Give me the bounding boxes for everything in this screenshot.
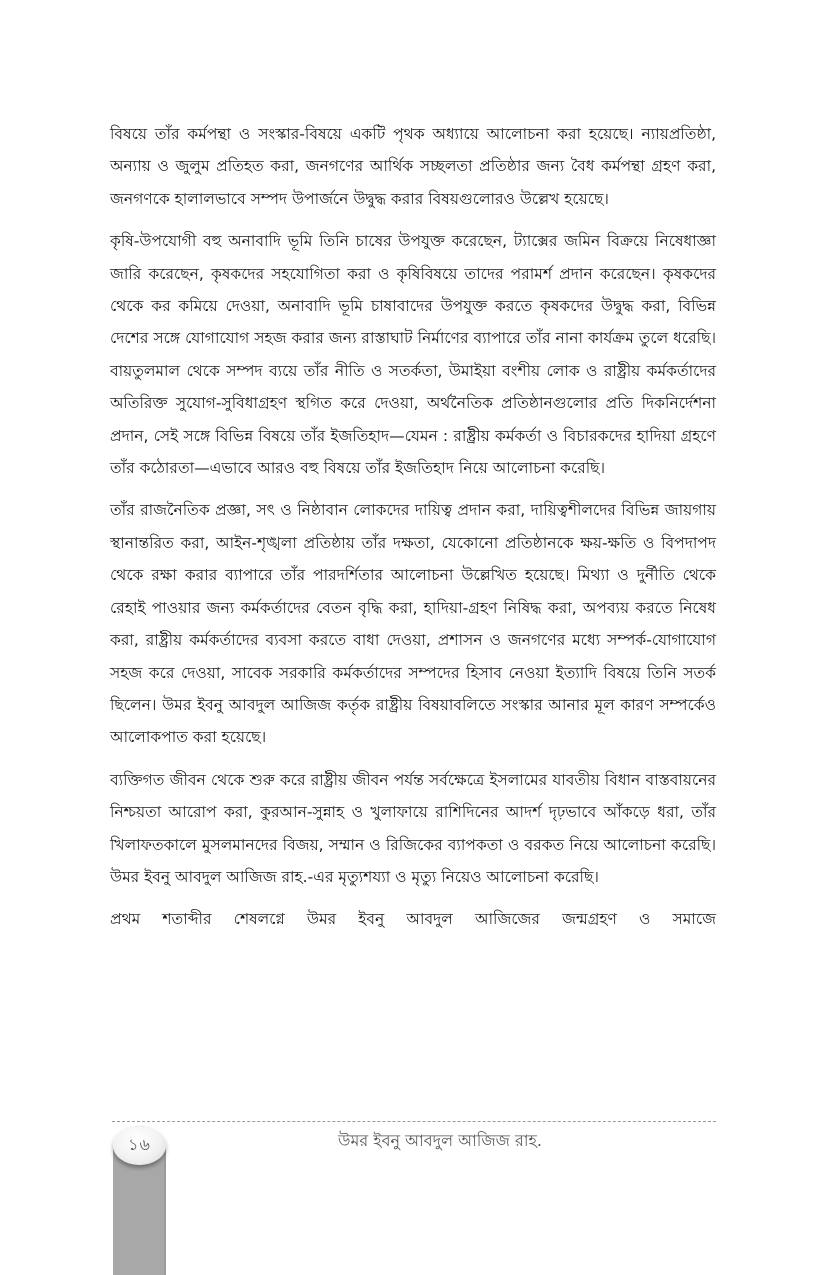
paragraph: ব্যক্তিগত জীবন থেকে শুরু করে রাষ্ট্রীয় জীবন পর্যন্ত সর্বক্ষেত্রে ইসলামের যাবতীয় বিধান বাস্তবায়নের নিশ্চয়তা আরোপ করা, কুরআন-সুন্নাহ ও খুলাফায়ে রাশিদিনের আদর্শ দৃঢ়ভাবে আঁকড়ে ধরা, তাঁর খিলাফতকালে মুসলমানদের বিজয়, সম্মান ও রিজিকের ব্যাপকতা ও বরকত নিয়ে আলোচনা করেছি। উমর ইবনু আবদুল আজিজ রাহ.-এর মৃত্যুশয্যা ও মৃত্যু নিয়েও আলোচনা করেছি।	[110, 770, 716, 886]
page-number-badge	[113, 1126, 166, 1165]
paragraph: বিষয়ে তাঁর কর্মপন্থা ও সংস্কার-বিষয়ে একটি পৃথক অধ্যায়ে আলোচনা করা হয়েছে। ন্যায়প্রতিষ্ঠা, অন্যায় ও জুলুম প্রতিহত করা, জনগণের আর্থিক সচ্ছলতা প্রতিষ্ঠার জন্য বৈধ কর্মপন্থা গ্রহণ করা, জনগণকে হালালভাবে সম্পদ উপার্জনে উদ্বুদ্ধ করার বিষয়গুলোরও উল্লেখ হয়েছে।	[110, 125, 716, 208]
running-title: উমর ইবনু আবদুল আজিজ রাহ.	[338, 1131, 542, 1150]
paragraph: প্রথম শতাব্দীর শেষলগ্নে উমর ইবনু আবদুল আজিজের জন্মগ্রহণ ও সমাজে	[110, 910, 716, 929]
footer-divider	[112, 1121, 716, 1122]
paragraph: তাঁর রাজনৈতিক প্রজ্ঞা, সৎ ও নিষ্ঠাবান লোকদের দায়িত্ব প্রদান করা, দায়িত্বশীলদের বিভিন্ন জায়গায় স্থানান্তরিত করা, আইন-শৃঙ্খলা প্রতিষ্ঠায় তাঁর দক্ষতা, যেকোনো প্রতিষ্ঠানকে ক্ষয়-ক্ষতি ও বিপদাপদ থেকে রক্ষা করার ব্যাপারে তাঁর পারদর্শিতার আলোচনা উল্লেখিত হয়েছে। মিথ্যা ও দুর্নীতি থেকে রেহাই পাওয়ার জন্য কর্মকর্তাদের বেতন বৃদ্ধি করা, হাদিয়া-গ্রহণ নিষিদ্ধ করা, অপব্যয় করতে নিষেধ করা, রাষ্ট্রীয় কর্মকর্তাদের ব্যবসা করতে বাধা দেওয়া, প্রশাসন ও জনগণের মধ্যে সম্পর্ক-যোগাযোগ সহজ করে দেওয়া, সাবেক সরকারি কর্মকর্তাদের সম্পদের হিসাব নেওয়া ইত্যাদি বিষয়ে তিনি সতর্ক ছিলেন। উমর ইবনু আবদুল আজিজ কর্তৃক রাষ্ট্রীয় বিষয়াবলিতে সংস্কার আনার মূল কারণ সম্পর্কেও আলোকপাত করা হয়েছে।	[110, 501, 716, 747]
page-number: ১৬	[128, 1135, 151, 1154]
paragraph: কৃষি-উপযোগী বহু অনাবাদি ভূমি তিনি চাষের উপযুক্ত করেছেন, ট্যাক্সের জমিন বিক্রয়ে নিষেধাজ্ঞা জারি করেছেন, কৃষকদের সহযোগিতা করা ও কৃষিবিষয়ে তাদের পরামর্শ প্রদান করেছেন। কৃষকদের থেকে কর কমিয়ে দেওয়া, অনাবাদি ভূমি চাষাবাদের উপযুক্ত করতে কৃষকদের উদ্বুদ্ধ করা, বিভিন্ন দেশের সঙ্গে যোগাযোগ সহজ করার জন্য রাস্তাঘাট নির্মাণের ব্যাপারে তাঁর নানা কার্যক্রম তুলে ধরেছি। বায়তুলমাল থেকে সম্পদ ব্যয়ে তাঁর নীতি ও সতর্কতা, উমাইয়া বংশীয় লোক ও রাষ্ট্রীয় কর্মকর্তাদের অতিরিক্ত সুযোগ-সুবিধাগ্রহণ স্থগিত করে দেওয়া, অর্থনৈতিক প্রতিষ্ঠানগুলোর প্রতি দিকনির্দেশনা প্রদান, সেই সঙ্গে বিভিন্ন বিষয়ে তাঁর ইজতিহাদ—যেমন : রাষ্ট্রীয় কর্মকর্তা ও বিচারকদের হাদিয়া গ্রহণে তাঁর কঠোরতা—এভাবে আরও বহু বিষয়ে তাঁর ইজতিহাদ নিয়ে আলোচনা করেছি।	[110, 232, 716, 478]
page-body	[110, 118, 716, 946]
